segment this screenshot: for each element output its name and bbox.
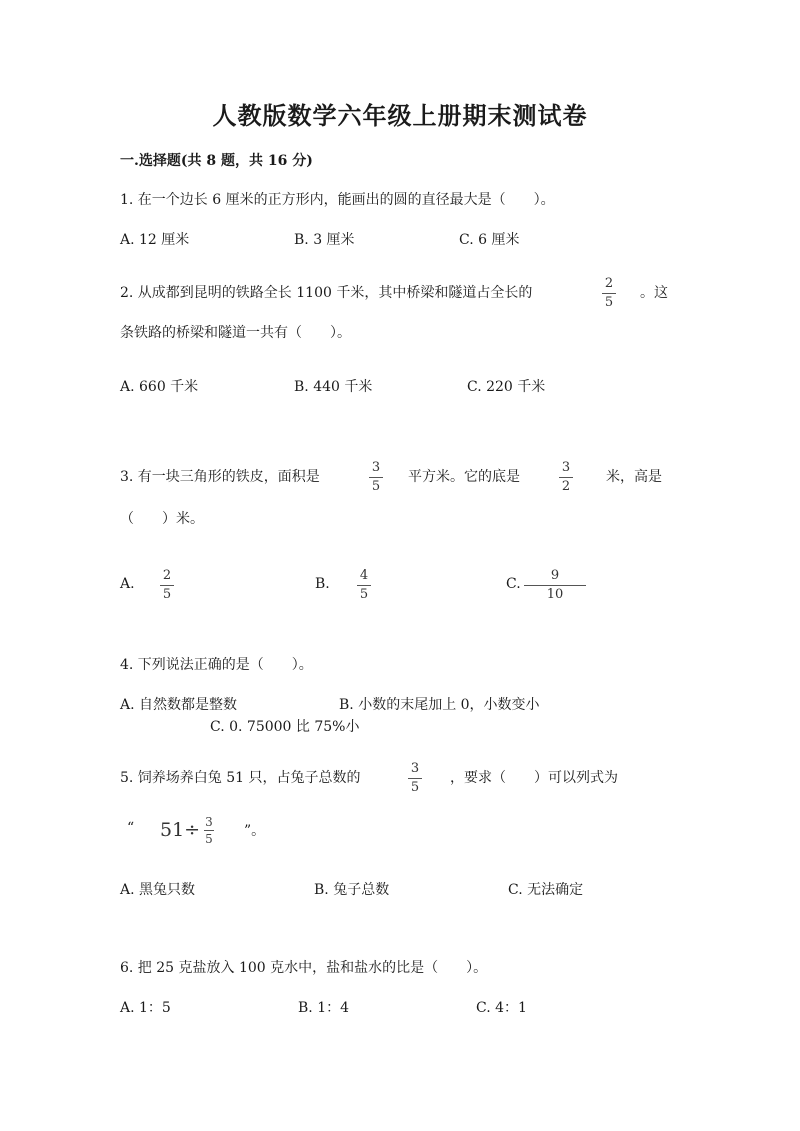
fraction-bar xyxy=(160,585,174,586)
question-2-option-c: C. 220 千米 xyxy=(467,379,546,395)
question-3-stem-part-2: 平方米。它的底是 xyxy=(408,469,520,485)
question-4-option-b: B. 小数的末尾加上 0，小数变小 xyxy=(339,697,540,713)
question-1-option-b: B. 3 厘米 xyxy=(294,232,355,248)
fraction-denominator: 5 xyxy=(371,479,381,494)
question-5-option-b: B. 兔子总数 xyxy=(314,882,390,898)
fraction-bar xyxy=(357,585,371,586)
page-title: 人教版数学六年级上册期末测试卷 xyxy=(212,101,588,130)
question-5-option-c: C. 无法确定 xyxy=(508,882,584,898)
fraction-numerator: 4 xyxy=(359,568,369,583)
question-3-option-c-fraction xyxy=(524,568,586,603)
question-4-stem: 4. 下列说法正确的是（ ）。 xyxy=(120,657,313,673)
fraction-bar xyxy=(559,477,573,478)
fraction-numerator: 3 xyxy=(561,460,571,475)
fraction-denominator: 5 xyxy=(410,780,420,795)
question-5-quote-open: “ xyxy=(127,820,135,836)
question-6-option-b: B. 1：4 xyxy=(298,1000,350,1016)
question-5-stem-part-1: 5. 饲养场养白兔 51 只，占兔子总数的 xyxy=(120,770,361,786)
fraction-numerator: 3 xyxy=(205,815,213,829)
question-5-quote-close: ”。 xyxy=(244,823,266,839)
fraction-numerator: 3 xyxy=(371,460,381,475)
question-5-expression: 51÷ xyxy=(160,819,201,841)
question-2-option-b: B. 440 千米 xyxy=(294,379,373,395)
question-2-stem-part-2: 。这 xyxy=(640,285,668,301)
question-2-option-a: A. 660 千米 xyxy=(120,379,199,395)
question-5-stem-part-2: ，要求（ ）可以列式为 xyxy=(450,770,618,786)
question-1-option-c: C. 6 厘米 xyxy=(459,232,520,248)
question-3-stem-part-4: （ ）米。 xyxy=(120,511,204,527)
fraction-bar xyxy=(369,477,383,478)
fraction-bar xyxy=(204,830,214,831)
question-4-option-c: C. 0. 75000 比 75%小 xyxy=(210,719,360,735)
question-6-stem: 6. 把 25 克盐放入 100 克水中，盐和盐水的比是（ ）。 xyxy=(120,960,488,976)
question-3-fraction-1 xyxy=(369,460,383,495)
question-2-fraction xyxy=(602,276,616,311)
fraction-denominator: 2 xyxy=(561,479,571,494)
question-6-option-c: C. 4：1 xyxy=(476,1000,527,1016)
fraction-denominator: 5 xyxy=(604,295,614,310)
fraction-bar xyxy=(408,778,422,779)
fraction-numerator: 3 xyxy=(410,761,420,776)
fraction-bar xyxy=(602,293,616,294)
fraction-denominator: 5 xyxy=(205,832,213,846)
question-3-option-b-fraction xyxy=(357,568,371,603)
fraction-bar xyxy=(524,585,586,586)
question-3-fraction-2 xyxy=(559,460,573,495)
question-4-option-a: A. 自然数都是整数 xyxy=(120,697,238,713)
fraction-numerator: 2 xyxy=(162,568,172,583)
question-2-stem-part-1: 2. 从成都到昆明的铁路全长 1100 千米，其中桥梁和隧道占全长的 xyxy=(120,285,533,301)
question-6-option-a: A. 1：5 xyxy=(120,1000,171,1016)
question-3-stem-part-1: 3. 有一块三角形的铁皮，面积是 xyxy=(120,469,320,485)
fraction-denominator: 5 xyxy=(359,587,369,602)
question-5-expression-fraction xyxy=(204,815,214,846)
fraction-numerator: 2 xyxy=(604,276,614,291)
question-3-option-a-fraction xyxy=(160,568,174,603)
fraction-denominator: 5 xyxy=(162,587,172,602)
question-5-option-a: A. 黑兔只数 xyxy=(120,882,196,898)
question-5-fraction xyxy=(408,761,422,796)
fraction-denominator: 10 xyxy=(546,587,564,602)
question-3-option-b-label: B. xyxy=(315,576,330,592)
question-3-option-c-label: C. xyxy=(506,576,521,592)
question-2-stem-part-3: 条铁路的桥梁和隧道一共有（ ）。 xyxy=(120,325,351,341)
question-3-option-a-label: A. xyxy=(120,576,135,592)
question-1-stem: 1. 在一个边长 6 厘米的正方形内，能画出的圆的直径最大是（ ）。 xyxy=(120,192,555,208)
section-heading: 一.选择题(共 8 题，共 16 分) xyxy=(120,153,313,169)
question-1-option-a: A. 12 厘米 xyxy=(120,232,190,248)
fraction-numerator: 9 xyxy=(550,568,560,583)
question-3-stem-part-3: 米，高是 xyxy=(606,469,662,485)
